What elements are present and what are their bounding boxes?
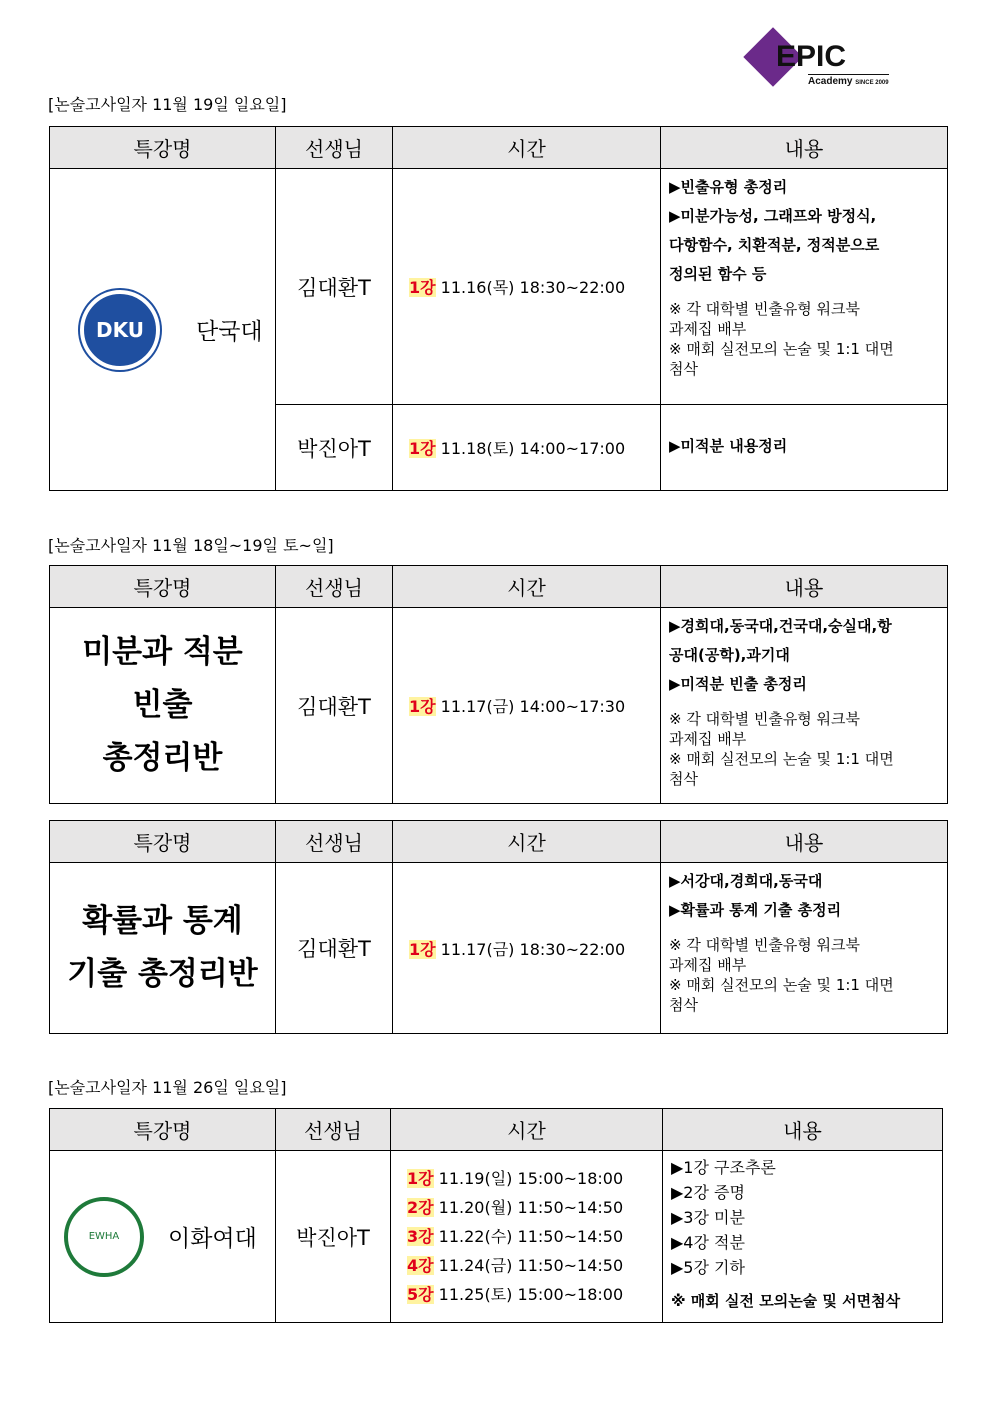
header-teacher: 선생님 (276, 566, 393, 608)
header-name: 특강명 (50, 127, 276, 169)
header-name: 특강명 (50, 566, 276, 608)
session-row: 1강 11.19(일) 15:00~18:00 (407, 1169, 624, 1188)
time-cell (391, 1151, 663, 1323)
content-cell: ▶서강대,경희대,동국대 ▶확률과 통계 기출 총정리 ※ 각 대학별 빈출유형 워크북 과제집 배부 ※ 매회 실전모의 논술 및 1:1 대면 첨삭 (661, 863, 948, 1034)
univ-name: 이화여대 (168, 1226, 257, 1252)
teacher-cell: 박진아T (276, 405, 393, 491)
logo-sub: Academy SINCE 2009 (808, 76, 889, 87)
header-content: 내용 (661, 127, 948, 169)
course-name-cell (50, 1151, 276, 1323)
teacher-cell: 박진아T (276, 1151, 391, 1323)
schedule-table-1 (49, 126, 948, 491)
epic-logo (746, 30, 906, 90)
header-content: 내용 (661, 566, 948, 608)
course-name (50, 1197, 275, 1277)
header-teacher: 선생님 (276, 821, 393, 863)
header-name: 특강명 (50, 1109, 276, 1151)
time-cell: 1강 11.16(목) 18:30~22:00 (393, 169, 661, 405)
time-cell: 1강 11.17(금) 14:00~17:30 (393, 608, 661, 804)
teacher-cell: 김대환T (276, 169, 393, 405)
teacher-cell: 김대환T (276, 608, 393, 804)
session-row: 5강 11.25(토) 15:00~18:00 (407, 1285, 624, 1304)
header-teacher: 선생님 (276, 127, 393, 169)
header-content: 내용 (661, 821, 948, 863)
schedule-table-2 (49, 565, 948, 804)
header-time: 시간 (391, 1109, 663, 1151)
course-name: 확률과 통계 기출 총정리반 (50, 863, 276, 1034)
header-content: 내용 (663, 1109, 943, 1151)
schedule-table-4 (49, 1108, 943, 1323)
session-row: 3강 11.22(수) 11:50~14:50 (407, 1227, 624, 1246)
teacher-cell: 김대환T (276, 863, 393, 1034)
header-name: 특강명 (50, 821, 276, 863)
session-row: 4강 11.24(금) 11:50~14:50 (407, 1256, 624, 1275)
section-title-2: [논술고사일자 11월 18일~19일 토~일] (48, 536, 334, 555)
section-title-3: [논술고사일자 11월 26일 일요일] (48, 1078, 287, 1097)
dankook-seal-icon: DKU (80, 290, 160, 370)
course-name (50, 290, 275, 370)
course-name-cell (50, 169, 276, 491)
content-cell: ▶빈출유형 총정리 ▶미분가능성, 그래프와 방정식, 다항함수, 치환적분, 정적분으로 정의된 함수 등 ※ 각 대학별 빈출유형 워크북 과제집 배부 ※ 매회 실전모의 논술 및 1:1 대면 첨삭 (661, 169, 948, 405)
header-time: 시간 (393, 566, 661, 608)
schedule-table-3 (49, 820, 948, 1034)
content-cell: ▶경희대,동국대,건국대,숭실대,항 공대(공학),과기대 ▶미적분 빈출 총정리 ※ 각 대학별 빈출유형 워크북 과제집 배부 ※ 매회 실전모의 논술 및 1:1 대면 첨삭 (661, 608, 948, 804)
section-title-1: [논술고사일자 11월 19일 일요일] (48, 95, 287, 114)
ewha-seal-icon: EWHA (64, 1197, 144, 1277)
header-time: 시간 (393, 821, 661, 863)
logo-brand: EPIC (776, 40, 847, 73)
content-cell: ▶1강 구조추론 ▶2강 증명 ▶3강 미분 ▶4강 적분 ▶5강 기하 ※ 매회 실전 모의논술 및 서면첨삭 (663, 1151, 943, 1323)
header-time: 시간 (393, 127, 661, 169)
header-teacher: 선생님 (276, 1109, 391, 1151)
univ-name: 단국대 (196, 319, 263, 345)
course-name: 미분과 적분 빈출 총정리반 (50, 608, 276, 804)
time-cell: 1강 11.18(토) 14:00~17:00 (393, 405, 661, 491)
time-cell: 1강 11.17(금) 18:30~22:00 (393, 863, 661, 1034)
session-row: 2강 11.20(월) 11:50~14:50 (407, 1198, 624, 1217)
content-cell: ▶미적분 내용정리 (661, 405, 948, 491)
